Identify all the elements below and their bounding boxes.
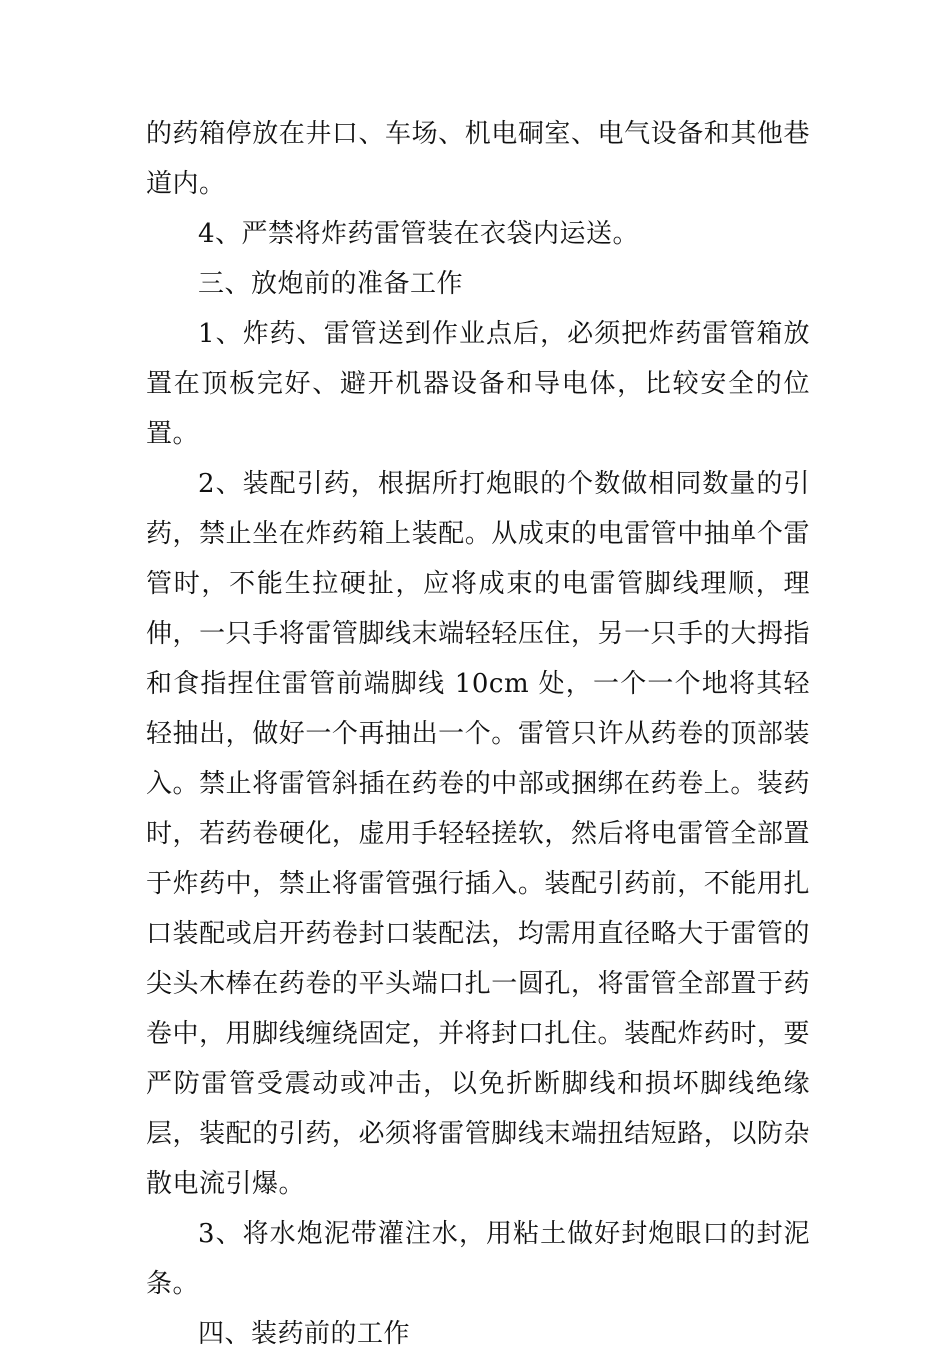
- section-heading-3: 三、放炮前的准备工作: [198, 269, 464, 299]
- paragraph-item-2: 2、装配引药，根据所打炮眼的个数做相同数量的引药，禁止坐在炸药箱上装配。从成束的电雷管中抽单个雷管时，不能生拉硬扯，应将成束的电雷管脚线理顺，理伸，一只手将雷管脚线末端轻轻压住，另一只手的大拇指和食指捏住雷管前端脚线 10cm 处，一个一个地将其轻轻抽出，做好一个再抽出一个。雷管只许从药卷的顶部装入。禁止将雷管斜插在药卷的中部或捆绑在药卷上。装药时，若药卷硬化，虚用手轻轻搓软，然后将电雷管全部置于炸药中，禁止将雷管强行插入。装配引药前，不能用扎口装配或启开药卷封口装配法，均需用直径略大于雷管的尖头木棒在药卷的平头端口扎一圆孔，将雷管全部置于药卷中，用脚线缠绕固定，并将封口扎住。装配炸药时，要严防雷管受震动或冲击，以免折断脚线和损坏脚线绝缘层，装配的引药，必须将雷管脚线末端扭结短路，以防杂散电流引爆。: [146, 469, 810, 1199]
- paragraph-continuation: 的药箱停放在井口、车场、机电硐室、电气设备和其他巷道内。: [146, 119, 810, 199]
- section-heading-4: 四、装药前的工作: [198, 1319, 411, 1349]
- paragraph-item-3: 3、将水炮泥带灌注水，用粘土做好封炮眼口的封泥条。: [146, 1219, 810, 1299]
- document-body: [146, 109, 810, 1359]
- paragraph-item-1: 1、炸药、雷管送到作业点后，必须把炸药雷管箱放置在顶板完好、避开机器设备和导电体，比较安全的位置。: [146, 319, 810, 449]
- paragraph-item-4: 4、严禁将炸药雷管装在衣袋内运送。: [198, 219, 640, 249]
